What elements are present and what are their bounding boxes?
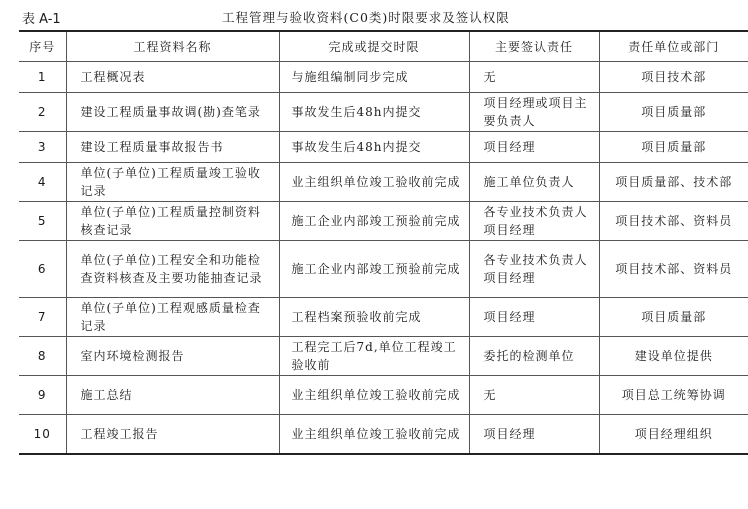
table-row — [19, 202, 748, 241]
department: 项目质量部 — [599, 298, 748, 337]
deadline: 施工企业内部竣工预验前完成 — [279, 202, 469, 241]
deadline: 业主组织单位竣工验收前完成 — [279, 415, 469, 455]
table-row — [19, 163, 748, 202]
row-number: 8 — [19, 337, 66, 376]
header-deadline: 完成或提交时限 — [279, 31, 469, 62]
deadline: 与施组编制同步完成 — [279, 62, 469, 93]
header-row — [19, 31, 748, 62]
department: 项目总工统筹协调 — [599, 376, 748, 415]
header-department: 责任单位或部门 — [599, 31, 748, 62]
row-number: 1 — [19, 62, 66, 93]
header-document-name: 工程资料名称 — [66, 31, 279, 62]
deadline: 施工企业内部竣工预验前完成 — [279, 241, 469, 298]
sign-off: 无 — [469, 376, 599, 415]
department: 项目经理组织 — [599, 415, 748, 455]
sign-off: 委托的检测单位 — [469, 337, 599, 376]
deadline: 业主组织单位竣工验收前完成 — [279, 376, 469, 415]
row-number: 2 — [19, 93, 66, 132]
table-row — [19, 415, 748, 455]
document-name: 单位(子单位)工程安全和功能检查资料核查及主要功能抽查记录 — [66, 241, 279, 298]
department: 项目技术部、资料员 — [599, 241, 748, 298]
sign-off: 项目经理 — [469, 298, 599, 337]
deadline: 工程档案预验收前完成 — [279, 298, 469, 337]
row-number: 3 — [19, 132, 66, 163]
document-name: 施工总结 — [66, 376, 279, 415]
document-name: 单位(子单位)工程质量竣工验收记录 — [66, 163, 279, 202]
document-name: 单位(子单位)工程观感质量检查记录 — [66, 298, 279, 337]
sign-off: 施工单位负责人 — [469, 163, 599, 202]
department: 项目质量部 — [599, 93, 748, 132]
document-name: 室内环境检测报告 — [66, 337, 279, 376]
row-number: 9 — [19, 376, 66, 415]
records-table — [19, 30, 748, 455]
sign-off: 无 — [469, 62, 599, 93]
department: 项目技术部 — [599, 62, 748, 93]
document-name: 单位(子单位)工程质量控制资料核查记录 — [66, 202, 279, 241]
deadline: 业主组织单位竣工验收前完成 — [279, 163, 469, 202]
department: 项目质量部、技术部 — [599, 163, 748, 202]
table-number: 表 A-1 — [22, 12, 61, 27]
department: 项目质量部 — [599, 132, 748, 163]
deadline: 工程完工后7d,单位工程竣工验收前 — [279, 337, 469, 376]
table-row — [19, 337, 748, 376]
row-number: 4 — [19, 163, 66, 202]
row-number: 7 — [19, 298, 66, 337]
sign-off: 各专业技术负责人项目经理 — [469, 241, 599, 298]
sign-off: 各专业技术负责人项目经理 — [469, 202, 599, 241]
document-name: 建设工程质量事故调(勘)查笔录 — [66, 93, 279, 132]
sign-off: 项目经理 — [469, 415, 599, 455]
table-row — [19, 376, 748, 415]
document-name: 建设工程质量事故报告书 — [66, 132, 279, 163]
document-name: 工程竣工报告 — [66, 415, 279, 455]
department: 项目技术部、资料员 — [599, 202, 748, 241]
header-index: 序号 — [19, 31, 66, 62]
table-row — [19, 62, 748, 93]
document-name: 工程概况表 — [66, 62, 279, 93]
table-row — [19, 132, 748, 163]
row-number: 6 — [19, 241, 66, 298]
row-number: 5 — [19, 202, 66, 241]
sign-off: 项目经理或项目主要负责人 — [469, 93, 599, 132]
table-title: 工程管理与验收资料(C0类)时限要求及签认权限 — [222, 10, 510, 25]
deadline: 事故发生后48h内提交 — [279, 132, 469, 163]
table-row — [19, 298, 748, 337]
table-row — [19, 241, 748, 298]
sign-off: 项目经理 — [469, 132, 599, 163]
table-caption — [0, 4, 748, 28]
deadline: 事故发生后48h内提交 — [279, 93, 469, 132]
header-sign-off: 主要签认责任 — [469, 31, 599, 62]
table-row — [19, 93, 748, 132]
department: 建设单位提供 — [599, 337, 748, 376]
row-number: 10 — [19, 415, 66, 455]
